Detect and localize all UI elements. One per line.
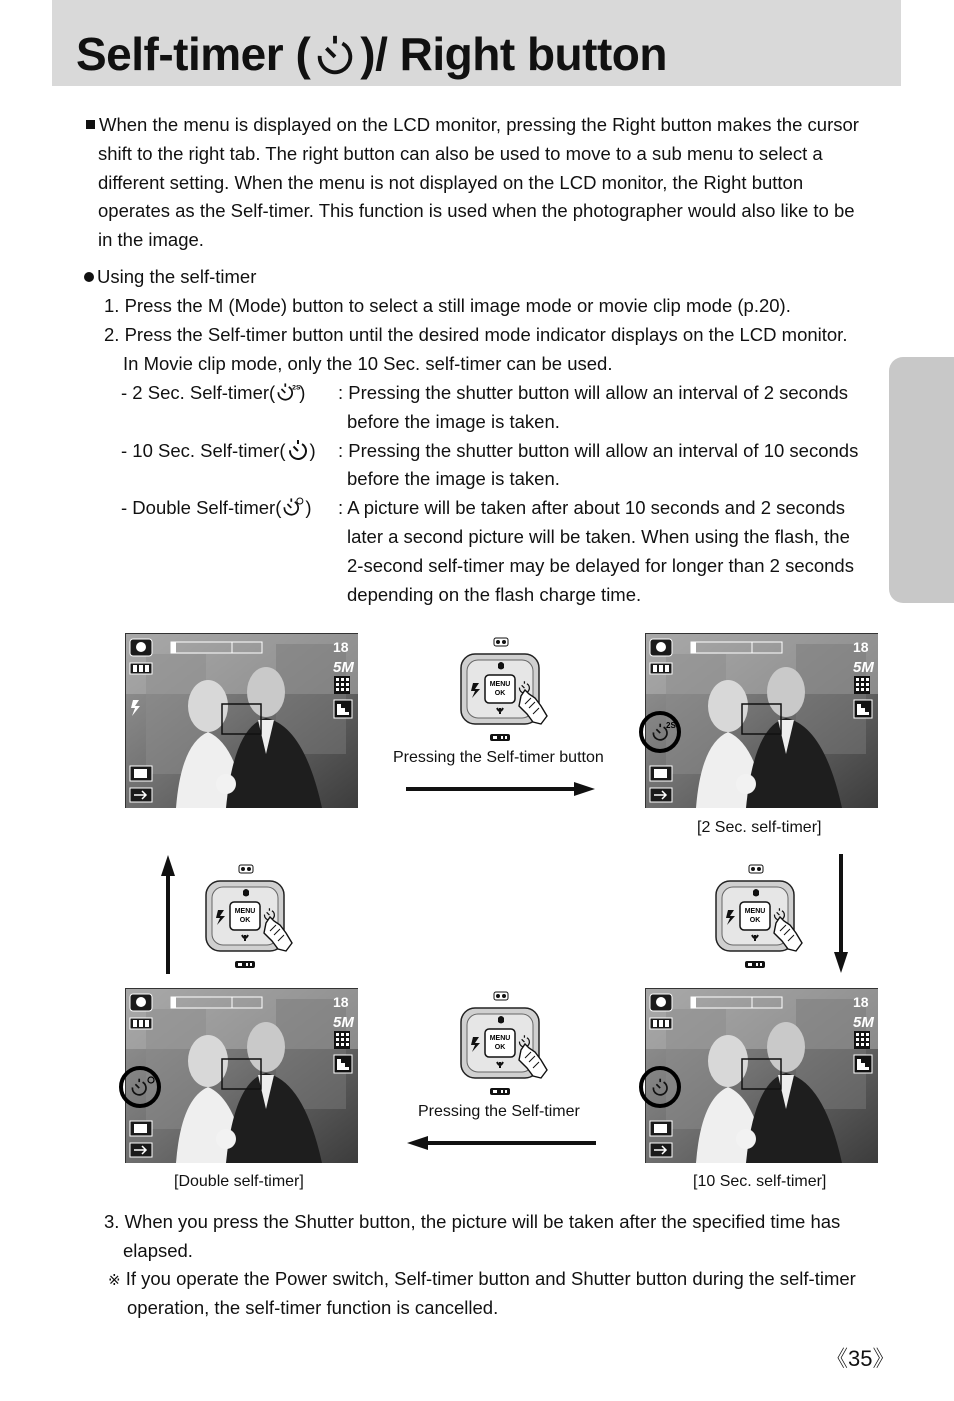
self-timer-icon bbox=[312, 32, 358, 78]
control-pad-bottom bbox=[455, 990, 547, 1105]
lcd-screen-normal bbox=[125, 633, 358, 808]
using-heading: Using the self-timer bbox=[84, 262, 256, 291]
arrow-left-icon bbox=[406, 1133, 596, 1153]
svg-text:MENU: MENU bbox=[234, 908, 256, 915]
mode-2sec-label: - 2 Sec. Self-timer( 2S ) bbox=[121, 382, 306, 403]
step-3-line-1: 3. When you press the Shutter button, the picture will be taken after the specified time has bbox=[104, 1211, 841, 1232]
mode-double-label: - Double Self-timer( ) bbox=[121, 497, 312, 518]
self-timer-10s-icon bbox=[286, 438, 310, 462]
chapter-side-tab bbox=[889, 357, 954, 603]
caption-pressing-self-timer: Pressing the Self-timer bbox=[418, 1103, 580, 1120]
step-1: 1. Press the M (Mode) button to select a still image mode or movie clip mode (p.20). bbox=[104, 295, 791, 316]
mode-2sec-desc-1: : Pressing the shutter button will allow an interval of 2 seconds bbox=[338, 382, 849, 403]
svg-text:2S: 2S bbox=[666, 721, 676, 730]
svg-text:OK: OK bbox=[494, 1044, 506, 1051]
svg-text:5M: 5M bbox=[853, 659, 874, 676]
intro-line-4: operates as the Self-timer. This function is used when the photographer would also like to be bbox=[98, 200, 855, 221]
note-line-2: operation, the self-timer function is cancelled. bbox=[127, 1297, 499, 1318]
svg-text:5M: 5M bbox=[333, 659, 354, 676]
mode-double-desc-3: 2-second self-timer may be delayed for longer than 2 seconds bbox=[347, 555, 854, 576]
round-bullet-icon bbox=[84, 272, 94, 282]
mode-10sec-desc-1: : Pressing the shutter button will allow an interval of 10 seconds bbox=[338, 440, 859, 461]
svg-text:2S: 2S bbox=[292, 384, 301, 392]
self-timer-double-icon bbox=[281, 495, 305, 519]
label-double-timer: [Double self-timer] bbox=[174, 1173, 304, 1190]
svg-text:18: 18 bbox=[853, 994, 869, 1010]
svg-text:5M: 5M bbox=[333, 1014, 354, 1031]
arrow-up-icon bbox=[158, 854, 178, 974]
mode-2sec-desc-2: before the image is taken. bbox=[347, 411, 560, 432]
arrow-right-icon bbox=[406, 779, 596, 799]
mode-10sec-desc-2: before the image is taken. bbox=[347, 468, 560, 489]
intro-line-2: shift to the right tab. The right button can also be used to move to a sub menu to select a bbox=[98, 143, 823, 164]
label-10sec-timer: [10 Sec. self-timer] bbox=[693, 1173, 827, 1190]
mode-10sec-label: - 10 Sec. Self-timer( ) bbox=[121, 440, 316, 461]
step-2-line-2: In Movie clip mode, only the 10 Sec. self-timer can be used. bbox=[123, 353, 613, 374]
mode-double-desc-4: depending on the flash charge time. bbox=[347, 584, 642, 605]
svg-text:MENU: MENU bbox=[489, 681, 511, 688]
self-timer-2s-icon bbox=[275, 380, 299, 404]
square-bullet-icon bbox=[86, 120, 95, 129]
lcd-screen-double bbox=[125, 988, 358, 1163]
svg-text:18: 18 bbox=[333, 994, 349, 1010]
svg-text:OK: OK bbox=[494, 690, 506, 697]
arrow-down-icon bbox=[831, 854, 851, 974]
mode-double-desc-1: : A picture will be taken after about 10 seconds and 2 seconds bbox=[338, 497, 846, 518]
note-line-1: ※ If you operate the Power switch, Self-timer button and Shutter button during the self-timer bbox=[108, 1268, 856, 1289]
control-pad-left bbox=[200, 863, 292, 978]
svg-text:OK: OK bbox=[239, 917, 251, 924]
step-3-line-2: elapsed. bbox=[123, 1240, 193, 1261]
control-pad-right bbox=[710, 863, 802, 978]
svg-text:5M: 5M bbox=[853, 1014, 874, 1031]
caption-pressing-button: Pressing the Self-timer button bbox=[393, 749, 604, 766]
lcd-screen-2sec bbox=[645, 633, 878, 808]
svg-text:18: 18 bbox=[333, 639, 349, 655]
svg-text:MENU: MENU bbox=[744, 908, 766, 915]
svg-text:MENU: MENU bbox=[489, 1035, 511, 1042]
title-text-start: Self-timer ( bbox=[76, 28, 311, 80]
mode-double-desc-2: later a second picture will be taken. When using the flash, the bbox=[347, 526, 850, 547]
control-pad-top bbox=[455, 636, 547, 751]
page-title bbox=[76, 26, 667, 82]
svg-text:18: 18 bbox=[853, 639, 869, 655]
title-text-end: )/ Right button bbox=[360, 28, 667, 80]
intro-line-1: When the menu is displayed on the LCD monitor, pressing the Right button makes the cursor bbox=[86, 110, 859, 139]
intro-line-5: in the image. bbox=[98, 229, 204, 250]
svg-text:OK: OK bbox=[749, 917, 761, 924]
step-2-line-1: 2. Press the Self-timer button until the desired mode indicator displays on the LCD monitor. bbox=[104, 324, 848, 345]
page-number: 《35》 bbox=[826, 1346, 895, 1371]
reference-mark: ※ bbox=[108, 1272, 121, 1289]
label-2sec-timer: [2 Sec. self-timer] bbox=[697, 819, 822, 836]
intro-line-3: different setting. When the menu is not displayed on the LCD monitor, the Right button bbox=[98, 172, 804, 193]
lcd-screen-10sec bbox=[645, 988, 878, 1163]
